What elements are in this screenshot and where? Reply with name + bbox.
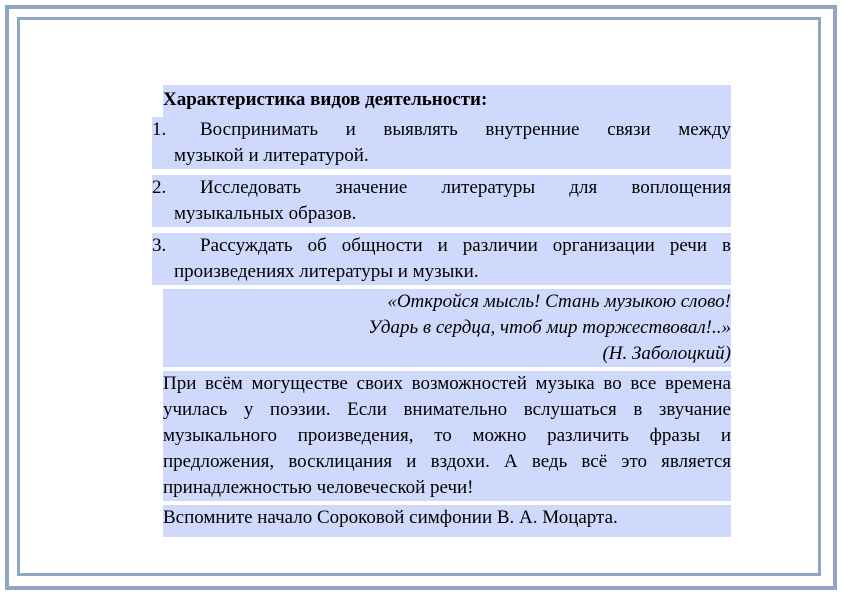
epigraph	[163, 289, 731, 367]
list-item-text-continued: музыкальных образов.	[174, 203, 357, 224]
list-item-text: Рассуждать об общности и различии организации речи в	[200, 235, 731, 256]
list-number: 2.	[152, 177, 167, 198]
epigraph-line: Ударь в сердца, чтоб мир торжествовал!..»	[368, 317, 731, 338]
closing-sentence: Вспомните начало Сороковой симфонии В. А. Моцарта.	[163, 505, 731, 537]
list-number: 3.	[152, 235, 167, 256]
body-paragraph: При всём могуществе своих возможностей музыка во все времена училась у поэзии. Если внимательно вслушаться в звучание музыкального произведения, то можно различить фразы и предложения, восклицания и вздохи. А ведь всё это является принадлежностью человеческой речи!	[163, 371, 731, 501]
slide-content	[152, 85, 731, 537]
list-item-text-continued: произведениях литературы и музыки.	[174, 261, 479, 282]
activity-heading: Характеристика видов деятельности:	[163, 85, 731, 117]
list-item	[152, 233, 731, 285]
list-item-text: Воспринимать и выявлять внутренние связи между	[200, 119, 731, 140]
activity-list	[152, 117, 731, 285]
list-item-text-continued: музыкой и литературой.	[174, 145, 369, 166]
epigraph-author: (Н. Заболоцкий)	[602, 343, 731, 364]
list-number: 1.	[152, 119, 167, 140]
list-item-text: Исследовать значение литературы для воплощения	[200, 177, 731, 198]
epigraph-line: «Откройся мысль! Стань музыкою слово!	[387, 291, 731, 312]
list-item	[152, 175, 731, 227]
list-item	[152, 117, 731, 169]
